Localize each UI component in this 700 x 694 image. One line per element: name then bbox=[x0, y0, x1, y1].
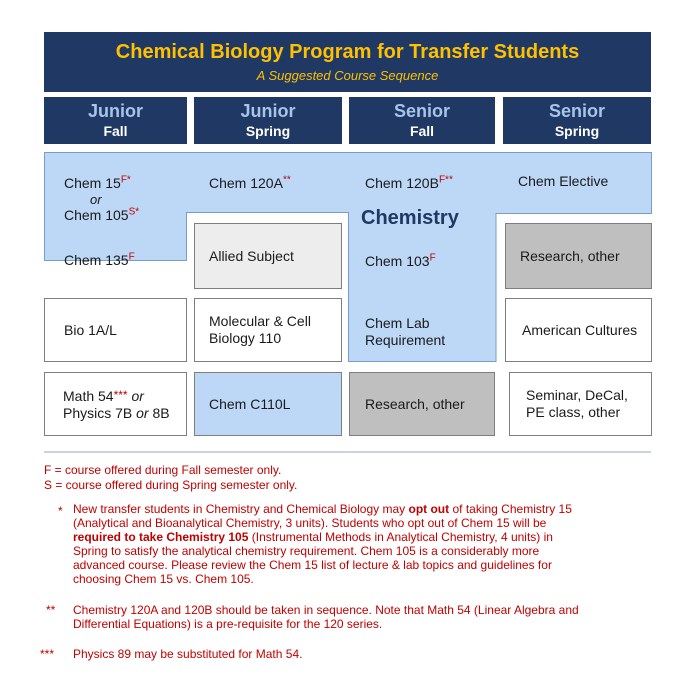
research-box-senior-spring bbox=[505, 223, 652, 289]
seminar-box bbox=[509, 372, 652, 436]
column-term: Spring bbox=[554, 123, 600, 139]
legend-fall: F = course offered during Fall semester only. bbox=[44, 463, 282, 477]
allied-subject-box bbox=[194, 223, 342, 289]
column-term: Fall bbox=[103, 123, 128, 139]
column-year: Junior bbox=[240, 101, 296, 121]
american-cultures-label: American Cultures bbox=[522, 321, 638, 338]
molecular-cell-biology-box bbox=[194, 298, 342, 362]
column-header-senior-fall bbox=[349, 97, 495, 144]
column-term: Fall bbox=[409, 123, 435, 139]
legend-spring: S = course offered during Spring semester only. bbox=[44, 478, 298, 492]
footnote-single-mark: * bbox=[58, 504, 63, 518]
column-term: Spring bbox=[245, 123, 291, 139]
course-chem-elective: Chem Elective bbox=[518, 173, 609, 189]
bio-1al-label: Bio 1A/L bbox=[64, 321, 117, 338]
research-box-senior-fall bbox=[349, 372, 495, 436]
column-year: Senior bbox=[548, 101, 605, 121]
or-label: or bbox=[90, 192, 102, 207]
math-physics-label: Math 54*** or Physics 7B or 8B bbox=[63, 387, 170, 421]
research-label: Research, other bbox=[520, 247, 620, 264]
course-chem-105: Chem $105^{S*}$ bbox=[64, 206, 140, 223]
column-header-senior-spring bbox=[503, 97, 651, 144]
math-physics-box bbox=[44, 372, 187, 436]
column-header-junior-fall bbox=[44, 97, 187, 144]
allied-subject-label: Allied Subject bbox=[209, 247, 294, 264]
column-header-junior-spring bbox=[194, 97, 342, 144]
course-chem-120a: Chem 120A** bbox=[209, 174, 291, 191]
chemistry-label: Chemistry bbox=[361, 207, 459, 229]
chem-c110l-label: Chem C110L bbox=[209, 395, 291, 412]
footnote-triple: Physics 89 may be substituted for Math 54. bbox=[73, 647, 303, 661]
footnote-double: Chemistry 120A and 120B should be taken in sequence. Note that Math 54 (Linear Algebra and Differential Equations) is a pre-requisite for the 120 series. bbox=[73, 603, 579, 631]
page-subtitle: A Suggested Course Sequence bbox=[256, 68, 439, 83]
column-year: Junior bbox=[87, 101, 143, 121]
column-year: Senior bbox=[393, 101, 450, 121]
american-cultures-box bbox=[505, 298, 652, 362]
molecular-cell-biology-label: Molecular & Cell Biology 110 bbox=[209, 313, 311, 346]
research-label: Research, other bbox=[365, 395, 465, 412]
seminar-label: Seminar, DeCal, PE class, other bbox=[526, 387, 628, 420]
chem-c110l-box bbox=[194, 372, 342, 436]
section-divider bbox=[44, 451, 651, 453]
course-chem-120b: Chem $120B^{F**}$ bbox=[365, 174, 453, 191]
course-chem-15: Chem $15^{F*}$ bbox=[64, 174, 131, 191]
course-chem-135: Chem $135^F$ bbox=[64, 251, 135, 268]
course-chem-103: Chem $103^F$ bbox=[365, 252, 436, 269]
page-title: Chemical Biology Program for Transfer Students bbox=[115, 41, 580, 63]
footnote-single: New transfer students in Chemistry and Chemical Biology may opt out of taking Chemistry 15 (Analytical and Bioanalytical Chemistry, 3 units). Students who opt out of Chem 15 will be required to take Chemistry 105 (Instrumental Methods in Analytical Chemistry, 4 units) in Spring to satisfy the analytical chemistry requirement. Chem 105 is a considerably more advanced course. Please review the Chem 15 list of lecture & lab topics and guidelines for choosing Chem 15 vs. Chem 105. bbox=[73, 502, 572, 586]
footnote-double-mark: ** bbox=[46, 603, 56, 617]
chem-lab-requirement: Chem Lab Requirement bbox=[365, 315, 446, 348]
footnote-triple-mark: *** bbox=[40, 647, 55, 661]
bio-1al-box bbox=[44, 298, 187, 362]
page-header bbox=[44, 32, 651, 92]
